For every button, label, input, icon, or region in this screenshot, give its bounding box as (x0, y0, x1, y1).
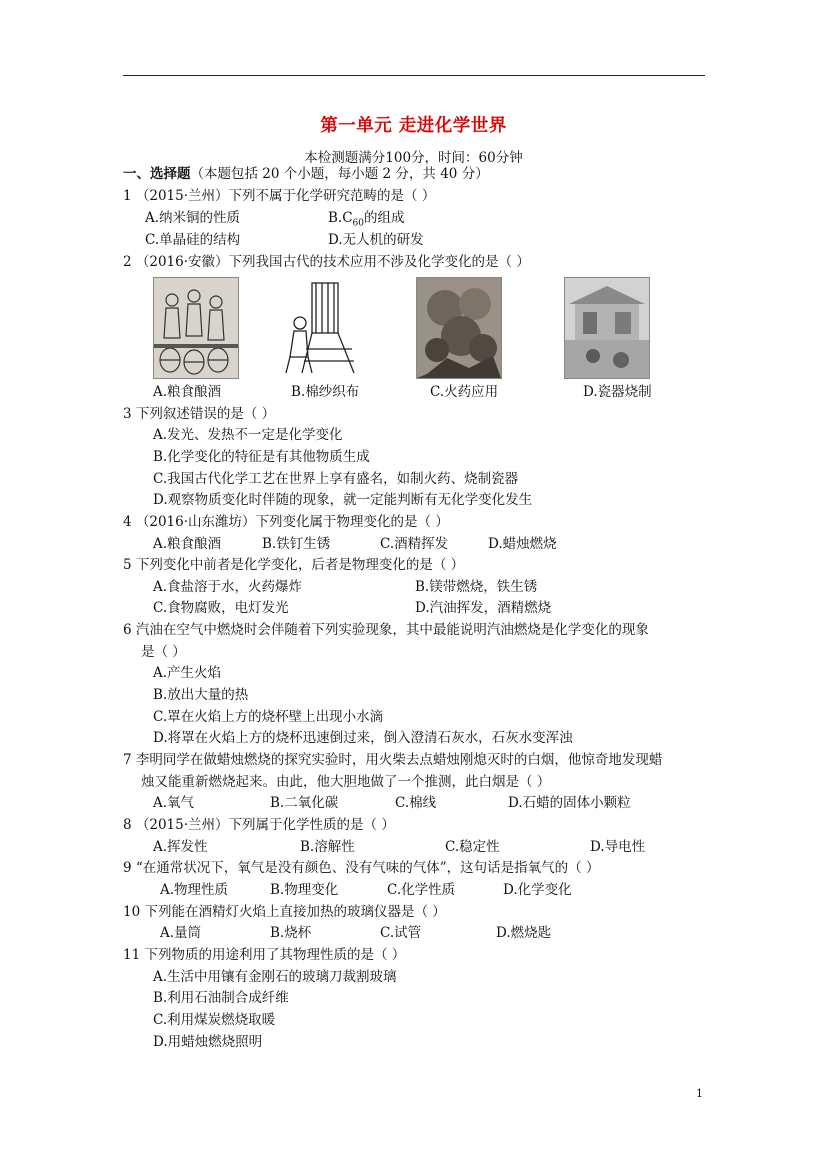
q2-image-gunpowder (416, 277, 502, 379)
q4-option-c: C.酒精挥发 (380, 536, 449, 552)
q8-option-a: A.挥发性 (153, 839, 208, 855)
q2-image-brewing (153, 277, 239, 379)
q2-option-b: B.棉纱织布 (291, 384, 360, 400)
q4-option-a: A.粮食酿酒 (153, 536, 222, 552)
q1-option-b-suffix: 的组成 (364, 210, 405, 226)
q1-option-a: A.纳米铜的性质 (145, 210, 241, 226)
q6-option-d: D.将罩在火焰上方的烧杯迅速倒过来，倒入澄清石灰水，石灰水变浑浊 (153, 730, 573, 746)
q7-option-a: A.氧气 (153, 795, 195, 811)
q5-option-c: C.食物腐败，电灯发光 (153, 600, 289, 616)
page-title: 第一单元 走进化学世界 (320, 116, 507, 136)
q2-option-c: C.火药应用 (430, 384, 499, 400)
q1-option-b-sub: 60 (352, 218, 364, 229)
section-heading (123, 164, 489, 184)
q1-option-d: D.无人机的研发 (328, 232, 424, 248)
q2-image-weaving (282, 277, 362, 377)
q3-option-b: B.化学变化的特征是有其他物质生成 (153, 449, 370, 465)
q6-stem-continued: 是（ ） (141, 644, 186, 660)
q2-stem: 2 （2016·安徽）下列我国古代的技术应用不涉及化学变化的是（ ） (123, 254, 530, 270)
q6-stem: 6 汽油在空气中燃烧时会伴随着下列实验现象，其中最能说明汽油燃烧是化学变化的现象 (123, 622, 649, 638)
q1-option-c: C.单晶硅的结构 (145, 232, 241, 248)
q9-option-a: A.物理性质 (160, 882, 229, 898)
q9-option-b: B.物理变化 (270, 882, 339, 898)
q10-stem: 10 下列能在酒精灯火焰上直接加热的玻璃仪器是（ ） (123, 904, 446, 920)
q11-option-c: C.利用煤炭燃烧取暖 (153, 1012, 276, 1028)
q10-option-d: D.燃烧匙 (496, 925, 552, 941)
q1-option-b-prefix: B.C (328, 210, 353, 226)
q7-option-c: C.棉线 (395, 795, 437, 811)
q6-option-c: C.罩在火焰上方的烧杯壁上出现小水滴 (153, 709, 384, 725)
q8-option-c: C.稳定性 (445, 839, 500, 855)
q10-option-c: C.试管 (380, 925, 422, 941)
q3-option-d: D.观察物质变化时伴随的现象，就一定能判断有无化学变化发生 (153, 492, 533, 508)
q10-option-a: A.量筒 (160, 925, 202, 941)
q5-option-a: A.食盐溶于水，火药爆炸 (153, 579, 303, 595)
q7-stem-continued: 烛又能重新燃烧起来。由此，他大胆地做了一个推测，此白烟是（ ） (141, 774, 551, 790)
q2-option-d: D.瓷器烧制 (583, 384, 652, 400)
q11-option-d: D.用蜡烛燃烧照明 (153, 1034, 263, 1050)
q8-stem: 8 （2015·兰州）下列属于化学性质的是（ ） (123, 817, 395, 833)
header-rule (123, 75, 705, 76)
q7-option-d: D.石蜡的固体小颗粒 (508, 795, 631, 811)
q2-option-a: A.粮食酿酒 (153, 384, 222, 400)
section-label: 一、选择题 (123, 166, 191, 182)
q7-stem: 7 李明同学在做蜡烛燃烧的探究实验时，用火柴去点蜡烛刚熄灭时的白烟，他惊奇地发现蜡 (123, 752, 663, 768)
q5-option-d: D.汽油挥发，酒精燃烧 (415, 600, 552, 616)
q3-option-c: C.我国古代化学工艺在世界上享有盛名，如制火药、烧制瓷器 (153, 471, 519, 487)
page-number: 1 (696, 1087, 703, 1100)
q5-option-b: B.镁带燃烧，铁生锈 (415, 579, 538, 595)
q11-option-b: B.利用石油制合成纤维 (153, 990, 289, 1006)
q11-option-a: A.生活中用镶有金刚石的玻璃刀裁割玻璃 (153, 969, 397, 985)
q2-image-porcelain (564, 277, 650, 379)
page-subtitle: 本检测题满分100分，时间：60分钟 (304, 150, 523, 166)
q9-stem: 9 “在通常状况下，氧气是没有颜色、没有气味的气体”，这句话是指氧气的（ ） (123, 860, 600, 876)
q10-option-b: B.烧杯 (270, 925, 312, 941)
q3-option-a: A.发光、发热不一定是化学变化 (153, 427, 343, 443)
q11-stem: 11 下列物质的用途利用了其物理性质的是（ ） (123, 947, 406, 963)
q8-option-d: D.导电性 (590, 839, 646, 855)
q1-stem: 1 （2015·兰州）下列不属于化学研究范畴的是（ ） (123, 188, 436, 204)
q4-stem: 4 （2016·山东潍坊）下列变化属于物理变化的是（ ） (123, 514, 449, 530)
q8-option-b: B.溶解性 (300, 839, 355, 855)
q4-option-d: D.蜡烛燃烧 (488, 536, 557, 552)
q7-option-b: B.二氧化碳 (270, 795, 339, 811)
q6-option-a: A.产生火焰 (153, 665, 222, 681)
section-note: （本题包括 20 个小题，每小题 2 分，共 40 分） (190, 166, 489, 182)
q5-stem: 5 下列变化中前者是化学变化，后者是物理变化的是（ ） (123, 557, 465, 573)
q6-option-b: B.放出大量的热 (153, 687, 249, 703)
q4-option-b: B.铁钉生锈 (262, 536, 331, 552)
q9-option-d: D.化学变化 (503, 882, 572, 898)
q9-option-c: C.化学性质 (387, 882, 456, 898)
q3-stem: 3 下列叙述错误的是（ ） (123, 406, 276, 422)
